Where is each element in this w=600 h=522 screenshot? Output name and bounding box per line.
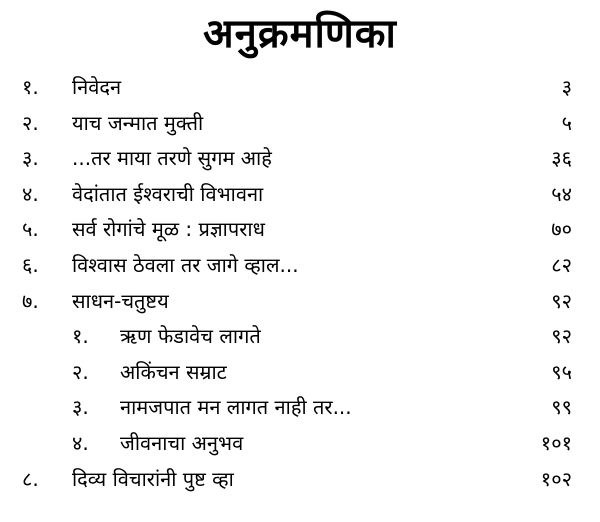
subentry-number: ४.	[72, 430, 89, 455]
entry-number: ७.	[22, 288, 39, 313]
toc-subentry	[0, 426, 600, 462]
toc-subentry	[0, 355, 600, 391]
toc-entry	[0, 70, 600, 106]
toc-entry	[0, 248, 600, 284]
entry-title: सर्व रोगांचे मूळ : प्रज्ञापराध	[72, 217, 265, 242]
entry-page-number: १०२	[540, 466, 572, 491]
entry-title: विश्वास ठेवला तर जागे व्हाल...	[72, 252, 299, 277]
subentry-page-number: ९५	[551, 359, 572, 384]
entry-number: ५.	[22, 217, 39, 242]
toc-entry	[0, 106, 600, 142]
entry-title: निवेदन	[72, 75, 122, 99]
entry-title: वेदांतात ईश्वराची विभावना	[72, 181, 264, 206]
toc-entry	[0, 212, 600, 248]
subentry-number: २.	[72, 359, 89, 384]
entry-number: १.	[22, 75, 39, 99]
subentry-title: अकिंचन सम्राट	[120, 359, 227, 384]
entry-title: ...तर माया तरणे सुगम आहे	[72, 146, 272, 171]
toc-entry	[0, 284, 600, 320]
toc-subentry	[0, 319, 600, 355]
subentry-page-number: १०१	[540, 430, 572, 455]
entry-page-number: ५	[561, 110, 572, 135]
subentry-title: जीवनाचा अनुभव	[120, 430, 244, 455]
toc-entry	[0, 177, 600, 213]
subentry-page-number: ९२	[551, 324, 572, 349]
entry-number: ४.	[22, 181, 39, 206]
entry-page-number: ९२	[551, 288, 572, 313]
subentry-number: १.	[72, 324, 89, 349]
entry-number: २.	[22, 110, 39, 135]
entry-page-number: ७०	[551, 217, 572, 242]
page-title: अनुक्रमणिका	[203, 11, 397, 57]
entry-title: साधन-चतुष्टय	[72, 288, 169, 313]
entry-title: दिव्य विचारांनी पुष्ट व्हा	[72, 466, 234, 491]
entry-number: ३.	[22, 146, 39, 171]
toc-subentry	[0, 390, 600, 426]
subentry-title: नामजपात मन लागत नाही तर...	[120, 395, 352, 420]
subentry-page-number: ९९	[551, 395, 572, 420]
subentry-number: ३.	[72, 395, 89, 420]
toc-entry	[0, 141, 600, 177]
entry-number: ८.	[22, 466, 39, 491]
entry-page-number: ८२	[551, 252, 572, 277]
entry-number: ६.	[22, 252, 39, 277]
entry-page-number: ३	[561, 75, 572, 99]
entry-title: याच जन्मात मुक्ती	[72, 110, 204, 135]
table-of-contents	[0, 70, 600, 497]
subentry-title: ऋण फेडावेच लागते	[120, 324, 261, 349]
toc-entry	[0, 462, 600, 498]
entry-page-number: ५४	[551, 181, 572, 206]
entry-page-number: ३६	[551, 146, 572, 171]
